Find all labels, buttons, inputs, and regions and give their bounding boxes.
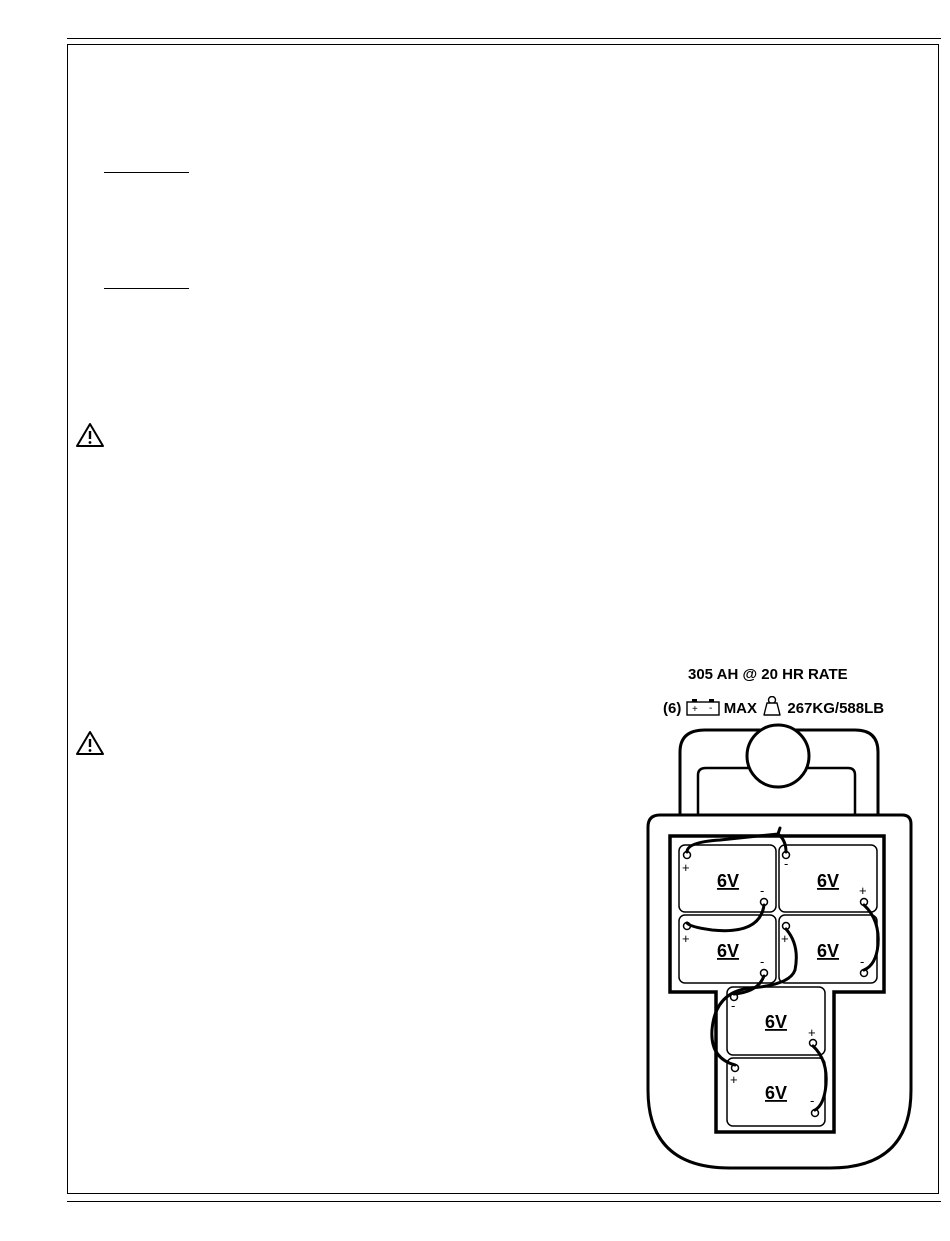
battery-2-voltage: 6V <box>816 871 840 891</box>
battery-count: (6) <box>663 700 682 717</box>
battery-1-neg: - <box>760 883 765 898</box>
battery-3-pos: + <box>682 931 690 946</box>
blank-field-2 <box>104 288 189 289</box>
spec-line <box>663 696 884 717</box>
battery-compartment-diagram <box>630 720 920 1180</box>
weight-icon <box>761 696 783 716</box>
bottom-rule <box>67 1201 941 1202</box>
capacity-label: 305 AH @ 20 HR RATE <box>688 666 848 683</box>
battery-2-neg: - <box>784 856 789 871</box>
battery-6-neg: - <box>810 1093 815 1108</box>
battery-icon-plus: + <box>691 704 698 715</box>
battery-5-neg: - <box>731 998 736 1013</box>
battery-3-neg: - <box>760 954 765 969</box>
battery-5 <box>727 987 825 1055</box>
battery-6-voltage: 6V <box>764 1083 788 1103</box>
battery-5-pos: + <box>808 1025 816 1040</box>
battery-icon-minus: - <box>708 703 712 714</box>
top-rule <box>67 38 941 39</box>
blank-field-1 <box>104 172 189 173</box>
warning-triangle-icon <box>75 422 105 448</box>
cable-lead <box>778 828 780 834</box>
battery-2-pos: + <box>859 883 867 898</box>
handle <box>680 725 878 815</box>
battery-4-voltage: 6V <box>816 941 840 961</box>
battery-4-pos: + <box>781 931 789 946</box>
warning-triangle-icon <box>75 730 105 756</box>
battery-4-neg: - <box>860 954 865 969</box>
battery-1-voltage: 6V <box>716 871 740 891</box>
battery-2 <box>779 845 877 912</box>
battery-6-pos: + <box>730 1072 738 1087</box>
battery-6 <box>727 1058 825 1126</box>
battery-5-voltage: 6V <box>764 1012 788 1032</box>
battery-1 <box>679 845 776 912</box>
battery-1-pos: + <box>682 860 690 875</box>
max-label: MAX <box>723 700 758 717</box>
battery-icon <box>686 698 720 716</box>
weight-label: 267KG/588LB <box>787 700 885 717</box>
battery-3-voltage: 6V <box>716 941 740 961</box>
